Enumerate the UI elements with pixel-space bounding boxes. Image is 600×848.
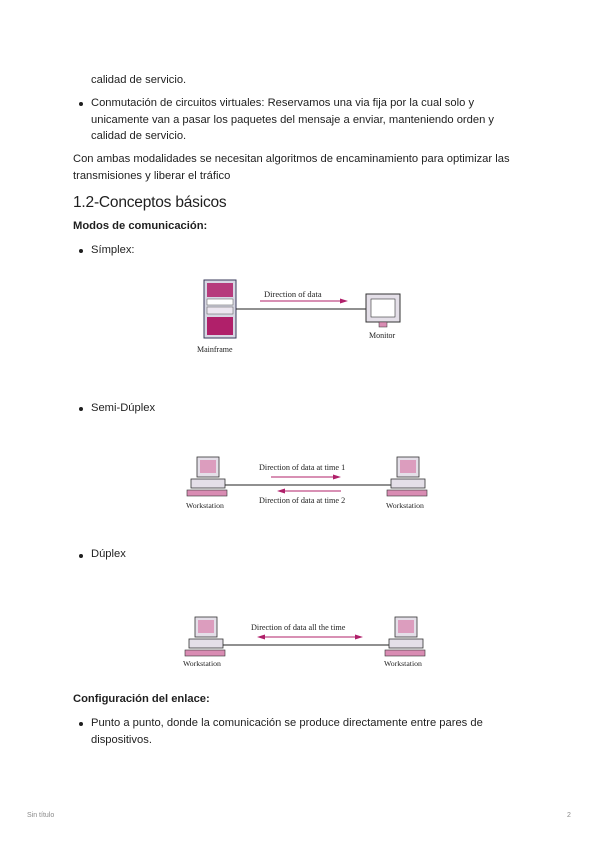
workstation-left-label: Workstation [186, 501, 224, 510]
bullet-virtual-circuits: Conmutación de circuitos virtuales: Reservamos una via fija por la cual solo y unicamente van a pasar los paquetes del mensaje a enviar, manteniendo orden y calidad de servicio. [91, 97, 495, 142]
footer-page-number: 2 [567, 812, 571, 819]
workstation-icon [187, 457, 227, 496]
workstation-icon [185, 617, 225, 656]
duplex-figure [181, 615, 443, 671]
bullet-dot [79, 554, 83, 558]
simplex-figure [196, 278, 416, 358]
simplex-label: Símplex: [91, 244, 135, 256]
semiduplex-label: Semi-Dúplex [91, 402, 156, 414]
text-line-top: calidad de servicio. [91, 74, 187, 86]
mainframe-icon [204, 280, 236, 338]
footer-doc-title: Sin título [27, 812, 55, 819]
section-heading: 1.2-Conceptos básicos [73, 194, 227, 211]
workstation-icon [385, 617, 425, 656]
monitor-icon [366, 294, 400, 327]
duplex-label: Dúplex [91, 548, 126, 560]
workstation-left-label: Workstation [183, 659, 221, 668]
mainframe-label: Mainframe [197, 345, 233, 354]
config-heading: Configuración del enlace: [73, 693, 210, 705]
semiduplex-bottom-label: Direction of data at time 2 [259, 496, 346, 505]
bullet-point-to-point: Punto a punto, donde la comunicación se produce directamente entre pares de dispositivos. [91, 717, 483, 746]
duplex-arrow-label: Direction of data all the time [251, 623, 346, 632]
modes-heading: Modos de comunicación: [73, 220, 208, 232]
workstation-right-label: Workstation [386, 501, 424, 510]
paragraph-routing: Con ambas modalidades se necesitan algoritmos de encaminamiento para optimizar las transmisiones y liberar el tráfico [73, 153, 510, 182]
workstation-icon [387, 457, 427, 496]
bullet-dot [79, 407, 83, 411]
bullet-dot [79, 722, 83, 726]
bullet-dot [79, 102, 83, 106]
monitor-label: Monitor [369, 331, 396, 340]
semiduplex-figure [183, 455, 443, 511]
semiduplex-top-label: Direction of data at time 1 [259, 463, 346, 472]
workstation-right-label: Workstation [384, 659, 422, 668]
bullet-dot [79, 249, 83, 253]
simplex-arrow-label: Direction of data [264, 289, 322, 299]
